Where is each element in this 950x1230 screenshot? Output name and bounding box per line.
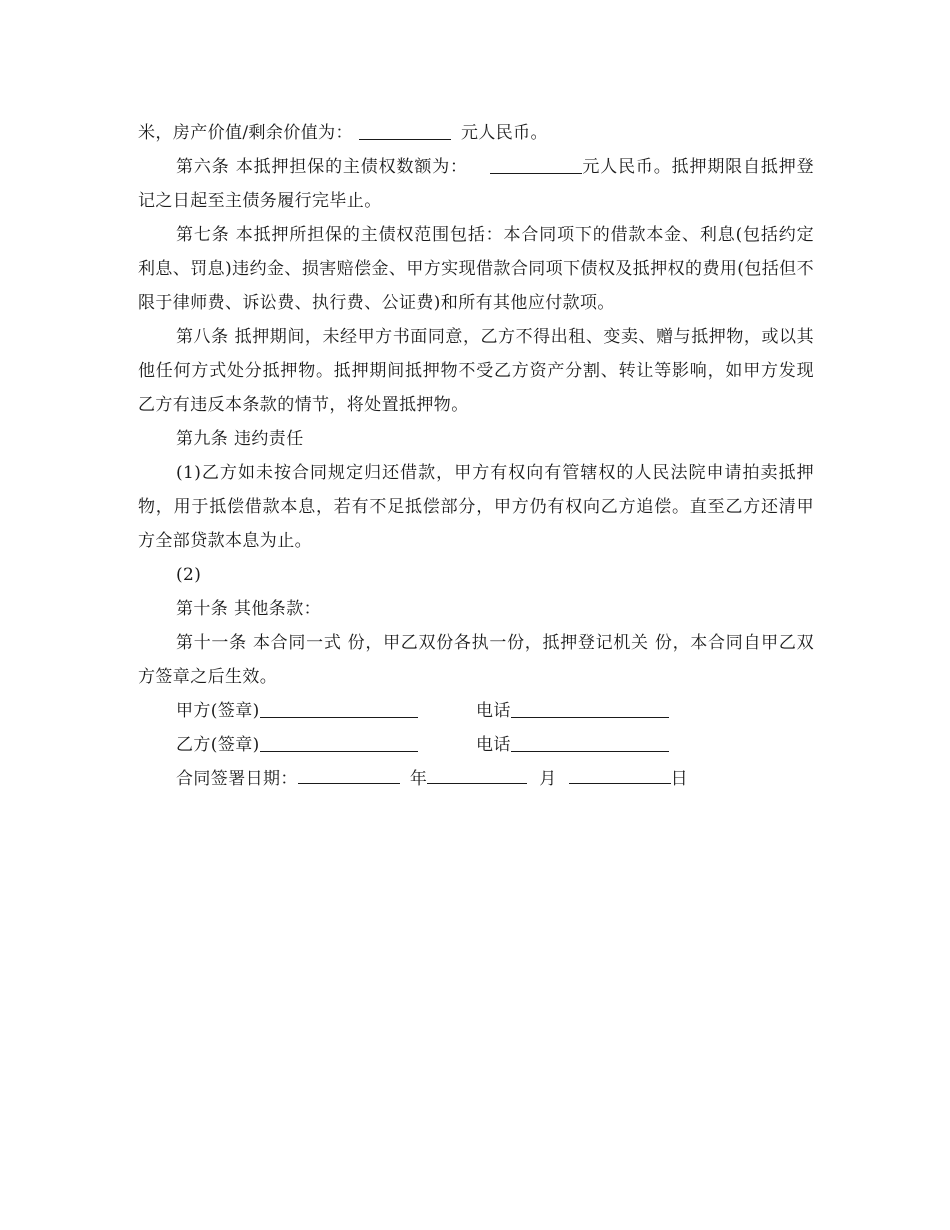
debt-amount-blank [490, 152, 582, 174]
property-value-unit: 元人民币。 [460, 123, 548, 143]
article-8: 第八条 抵押期间，未经甲方书面同意，乙方不得出租、变卖、赠与抵押物，或以其他任何方式处分抵押物。抵押期间抵押物不受乙方资产分割、转让等影响，如甲方发现乙方有违反本条款的情节，将处置抵押物。 [138, 327, 814, 415]
signing-date-label: 合同签署日期： [176, 769, 298, 789]
signing-date-row [138, 762, 814, 796]
article-7: 第七条 本抵押所担保的主债权范围包括：本合同项下的借款本金、利息(包括约定利息、罚息)违约金、损害赔偿金、甲方实现借款合同项下债权及抵押权的费用(包括但不限于律师费、诉讼费、执行费、公证费)和所有其他应付款项。 [138, 225, 814, 313]
party-a-phone-blank [511, 696, 669, 718]
party-b-signature-row [138, 728, 814, 762]
day-blank [569, 762, 671, 784]
article-9: 第九条 违约责任 [176, 429, 304, 449]
party-b-phone-label: 电话 [476, 735, 511, 755]
party-b-phone-blank [511, 730, 669, 752]
article-9-clause-2: (2) [176, 565, 202, 585]
article-9-clause-1: (1)乙方如未按合同规定归还借款，甲方有权向有管辖权的人民法院申请拍卖抵押物，用于抵偿借款本息，若有不足抵偿部分，甲方仍有权向乙方追偿。直至乙方还清甲方全部贷款本息为止。 [138, 463, 814, 551]
party-a-label: 甲方(签章) [176, 701, 260, 721]
document-body [138, 116, 814, 796]
party-b-signature-blank [260, 730, 418, 752]
year-label: 年 [409, 769, 428, 789]
party-a-signature-blank [260, 696, 418, 718]
article-6 [138, 150, 814, 218]
article-11: 第十一条 本合同一式 份，甲乙双份各执一份，抵押登记机关 份，本合同自甲乙双方签章之后生效。 [138, 633, 814, 687]
article-6-text-b: 元人民币。抵押期限自抵押登记之日起至主债务履行完毕止。 [138, 157, 814, 211]
property-value-label: 米，房产价值/剩余价值为： [138, 123, 353, 143]
article-10: 第十条 其他条款： [176, 599, 322, 619]
party-b-label: 乙方(签章) [176, 735, 260, 755]
article-6-text-a: 第六条 本抵押担保的主债权数额为： [176, 157, 468, 177]
party-a-phone-label: 电话 [476, 701, 511, 721]
party-a-signature-row [138, 694, 814, 728]
month-blank [427, 762, 527, 784]
month-label: 月 [539, 769, 557, 789]
property-value-blank [359, 118, 451, 140]
year-blank [298, 762, 400, 784]
paragraph-property-value [138, 116, 814, 150]
day-label: 日 [670, 769, 689, 789]
